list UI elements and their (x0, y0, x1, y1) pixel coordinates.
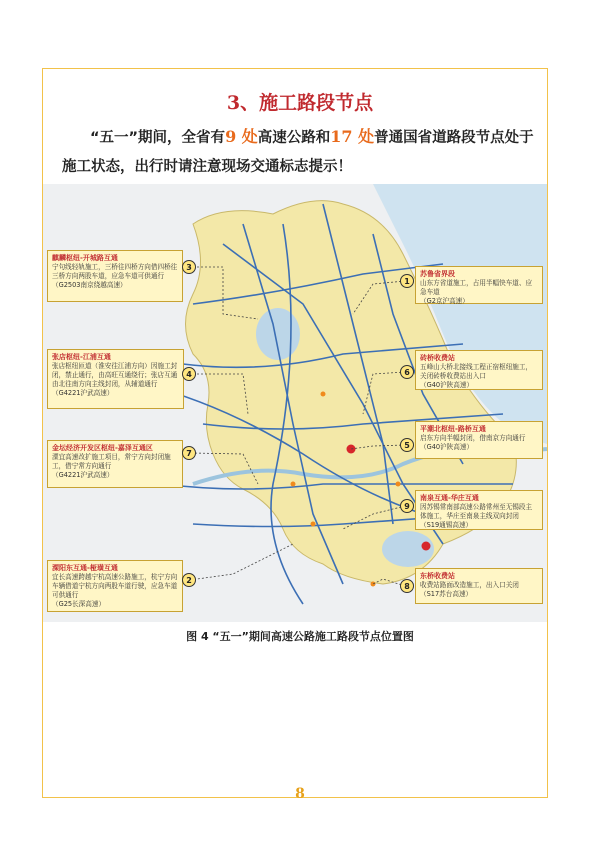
construction-map (43, 184, 547, 622)
node-4-road: （G4221沪武高速） (52, 389, 114, 397)
node-1-road: （G2京沪高速） (420, 297, 469, 305)
node-1-number: 1 (400, 274, 414, 288)
node-2-title: 溧阳东互通-桠璜互通 (52, 564, 118, 572)
node-5-content: 启东方向半幅封闭，借南京方向通行 (420, 434, 526, 442)
section-title: 3、施工路段节点 (226, 92, 374, 114)
node-box-5 (415, 421, 543, 459)
highway-count: 9 处 (225, 127, 258, 146)
page-number: 8 (295, 786, 305, 802)
node-2-content: 宜长高速跨越宁杭高速公路施工，杭宁方向车辆借道宁杭方向两股车道行驶，应急车道可供通行 (52, 573, 178, 599)
node-9-content: 因苏锡常南部高速公路常州至无锡段主体施工，华庄至南泉主线双向封闭 (420, 503, 533, 520)
node-9-number: 9 (400, 499, 414, 513)
node-1-content: 山东方省道施工，占用半幅快车道、应急车道 (420, 279, 533, 296)
marker-orange-2 (291, 482, 296, 487)
node-4-title: 张店枢纽-江浦互通 (52, 353, 111, 361)
intro-text-2: 高速公路和 (257, 130, 331, 146)
node-box-3 (47, 250, 183, 302)
node-4-content: 张店枢纽匝道（淮安往江浦方向）因施工封闭，禁止通行，由高旺互通绕行；张店互通由北往南方向主线封闭，从辅道通行 (52, 362, 178, 388)
node-7-road: （G4221沪武高速） (52, 471, 114, 479)
node-3-road: （G2503南京绕越高速） (52, 281, 127, 289)
node-4-number: 4 (182, 367, 196, 381)
node-box-6 (415, 350, 543, 390)
intro-paragraph (62, 122, 537, 182)
node-2-road: （G25长深高速） (52, 600, 106, 608)
node-box-9 (415, 490, 543, 530)
node-8-title: 东桥收费站 (420, 572, 455, 580)
node-box-7 (47, 440, 183, 488)
node-7-number: 7 (182, 446, 196, 460)
node-box-4 (47, 349, 184, 409)
node-5-title: 平潮北枢纽-路桥互通 (420, 425, 486, 433)
node-7-title: 金坛经济开发区枢纽-嘉泽互通区 (52, 444, 153, 452)
node-box-8 (415, 568, 543, 604)
figure-caption: 图 4 “五一”期间高速公路施工路段节点位置图 (186, 630, 414, 643)
marker-orange-1 (311, 522, 316, 527)
marker-orange-3 (371, 582, 376, 587)
national-road-count: 17 处 (330, 127, 375, 146)
node-9-title: 南泉互通-华庄互通 (420, 494, 479, 502)
node-6-road: （G40沪陕高速） (420, 381, 474, 389)
node-9-road: （S19通锡高速） (420, 521, 473, 529)
node-3-number: 3 (182, 260, 196, 274)
node-3-content: 宁句线轻轨施工，三桥往四桥方向借四桥往三桥方向两股车道，应急车道可供通行 (52, 263, 178, 280)
marker-orange-4 (396, 482, 401, 487)
intro-text-1: “五一”期间，全省有 (90, 130, 226, 146)
node-5-number: 5 (400, 438, 414, 452)
marker-orange-5 (321, 392, 326, 397)
node-box-1 (415, 266, 543, 304)
node-8-number: 8 (400, 579, 414, 593)
node-1-title: 苏鲁省界段 (420, 270, 455, 278)
intro-text-3: 普通国省道路段节点处于施工状态，出行时请注意现场交通标志提示！ (62, 130, 534, 175)
node-3-title: 麒麟枢纽-开城路互通 (52, 254, 118, 262)
node-2-number: 2 (182, 573, 196, 587)
node-8-road: （S17苏台高速） (420, 590, 473, 598)
node-box-2 (47, 560, 183, 612)
node-6-content: 五峰山大桥北接线工程正宿枢纽施工，关闭砖桥收费站出入口 (420, 363, 533, 380)
node-8-content: 收费站路面改造施工，出入口关闭 (420, 581, 519, 589)
node-6-number: 6 (400, 365, 414, 379)
marker-red-1 (347, 445, 356, 454)
marker-red-2 (422, 542, 431, 551)
node-6-title: 砖桥收费站 (420, 354, 455, 362)
node-7-content: 溧宜高速改扩施工项目，常宁方向封闭施工，借宁常方向通行 (52, 453, 171, 470)
node-5-road: （G40沪陕高速） (420, 443, 474, 451)
